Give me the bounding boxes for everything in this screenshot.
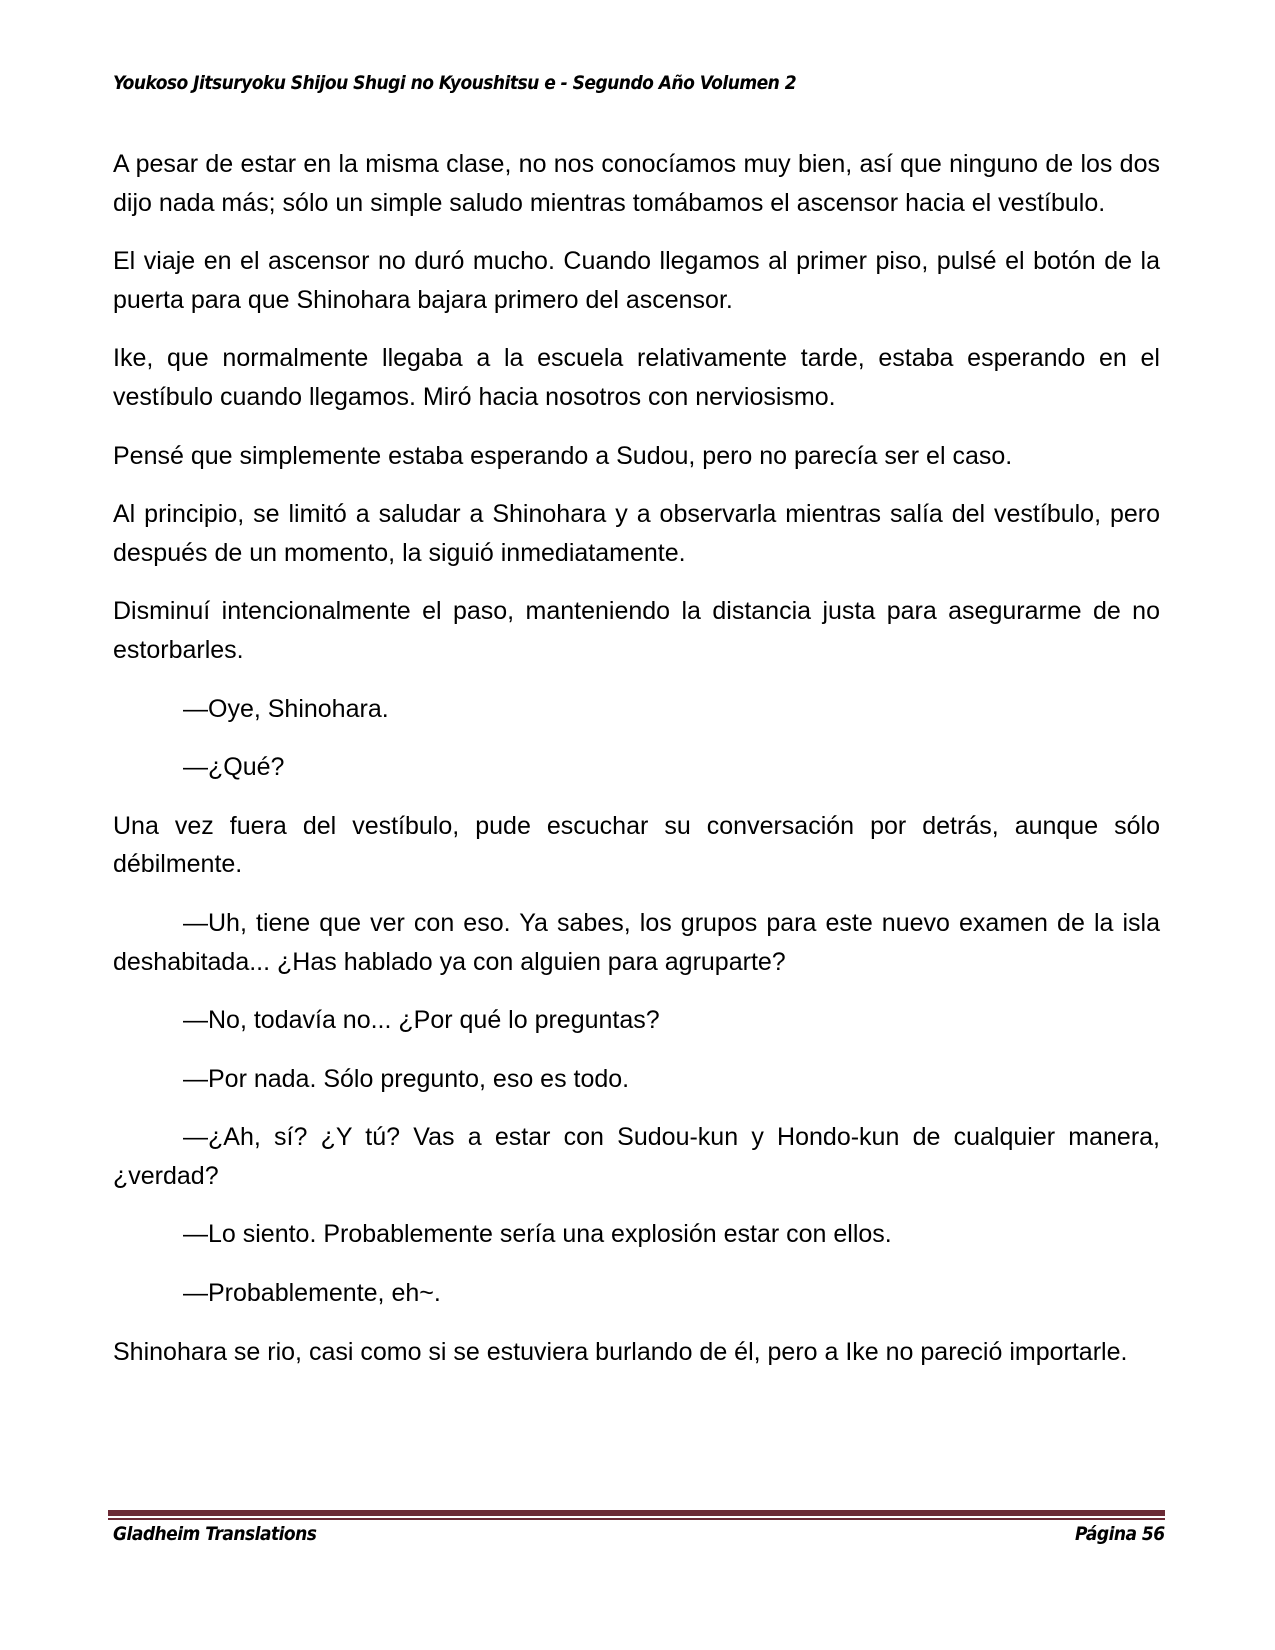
- dialogue-line: —Uh, tiene que ver con eso. Ya sabes, los grupos para este nuevo examen de la isla deshabitada... ¿Has hablado ya con alguien para agruparte?: [113, 908, 1160, 976]
- footer-rule-thick: [108, 1510, 1165, 1516]
- paragraph: Disminuí intencionalmente el paso, manteniendo la distancia justa para asegurarme de no estorbarles.: [113, 597, 1160, 664]
- dialogue-line: —Probablemente, eh~.: [183, 1279, 441, 1308]
- paragraph: El viaje en el ascensor no duró mucho. Cuando llegamos al primer piso, pulsé el botón de la puerta para que Shinohara bajara primero del ascensor.: [113, 247, 1160, 314]
- dialogue-line: —¿Qué?: [183, 753, 285, 782]
- dialogue-line: —No, todavía no... ¿Por qué lo preguntas?: [183, 1006, 660, 1035]
- paragraph: Shinohara se rio, casi como si se estuviera burlando de él, pero a Ike no pareció importarle.: [113, 1337, 1128, 1366]
- paragraph: Al principio, se limitó a saludar a Shinohara y a observarla mientras salía del vestíbulo, pero después de un momento, la siguió inmediatamente.: [113, 500, 1160, 567]
- body-text: [113, 145, 1160, 1391]
- paragraph: Ike, que normalmente llegaba a la escuela relativamente tarde, estaba esperando en el vestíbulo cuando llegamos. Miró hacia nosotros con nerviosismo.: [113, 344, 1160, 411]
- paragraph: Pensé que simplemente estaba esperando a Sudou, pero no parecía ser el caso.: [113, 441, 1013, 470]
- paragraph: A pesar de estar en la misma clase, no nos conocíamos muy bien, así que ninguno de los dos dijo nada más; sólo un simple saludo mientras tomábamos el ascensor hacia el vestíbulo.: [113, 150, 1160, 217]
- dialogue-line: —Lo siento. Probablemente sería una explosión estar con ellos.: [183, 1220, 892, 1249]
- footer-rule-thin: [108, 1518, 1165, 1520]
- footer-translator-credit: Gladheim Translations: [113, 1523, 317, 1545]
- dialogue-line: —¿Ah, sí? ¿Y tú? Vas a estar con Sudou-kun y Hondo-kun de cualquier manera, ¿verdad?: [113, 1123, 1160, 1190]
- running-header-title: Youkoso Jitsuryoku Shijou Shugi no Kyoushitsu e - Segundo Año Volumen 2: [113, 72, 797, 94]
- dialogue-line: —Por nada. Sólo pregunto, eso es todo.: [183, 1064, 630, 1093]
- dialogue-line: —Oye, Shinohara.: [183, 694, 389, 723]
- footer-page-number: Página 56: [1075, 1523, 1165, 1545]
- paragraph: Una vez fuera del vestíbulo, pude escuchar su conversación por detrás, aunque sólo débilmente.: [113, 811, 1160, 879]
